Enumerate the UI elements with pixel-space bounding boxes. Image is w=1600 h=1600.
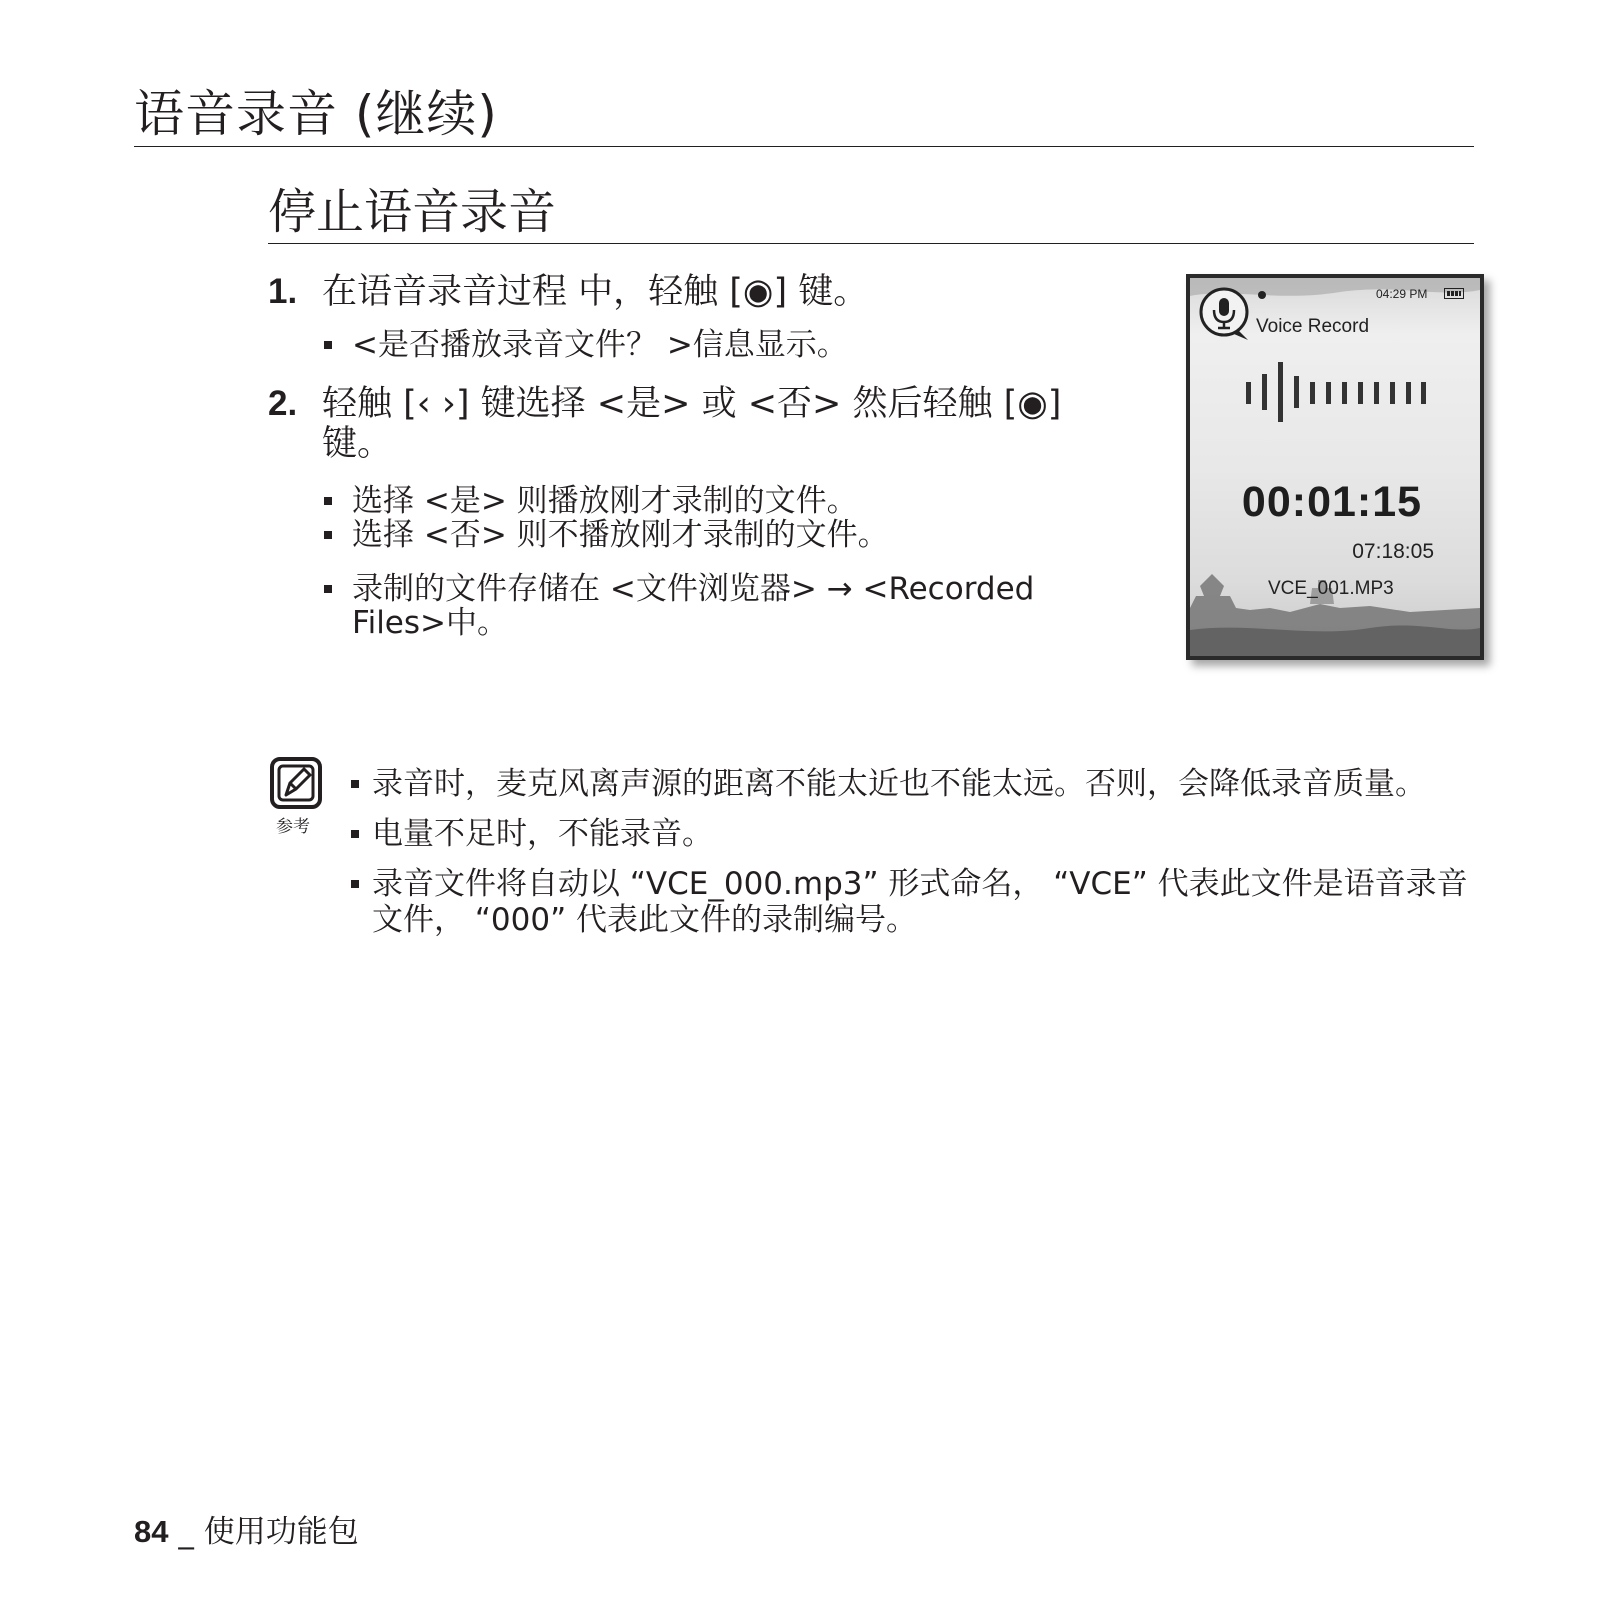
page-footer [134,1506,359,1551]
page-title: 语音录音 (继续) [134,85,498,143]
step-2 [268,384,1108,464]
section-divider [268,243,1474,244]
file-name: VCE_001.MP3 [1268,578,1394,599]
note-icon [270,757,322,809]
record-indicator [1258,291,1266,299]
mic-icon [1198,286,1256,344]
app-title: Voice Record [1256,316,1370,337]
status-clock: 04:29 PM [1376,287,1428,301]
level-meter [1246,362,1426,422]
step-2-bullets-b [322,572,1102,640]
battery-icon [1444,288,1464,299]
title-divider [134,146,1474,147]
list-item: 电量不足时，不能录音。 [350,816,1470,852]
note-list [350,766,1470,952]
device-screenshot [1186,274,1484,660]
list-item: 录音文件将自动以 “VCE_000.mp3” 形式命名， “VCE” 代表此文件是语音录音文件， “000” 代表此文件的录制编号。 [350,866,1470,938]
step-1-bullets [322,328,1102,362]
section-title: 停止语音录音 [268,184,557,240]
step-text: 轻触 [‹ ›] 键选择 <是> 或 <否> 然后轻触 [◉] 键。 [322,384,1062,464]
footer-section: _ 使用功能包 [178,1514,359,1550]
step-1 [268,272,1108,312]
step-text: 在语音录音过程 中，轻触 [◉] 键。 [322,272,869,312]
list-item: 选择 <否> 则不播放刚才录制的文件。 [322,518,1102,552]
elapsed-time: 00:01:15 [1241,478,1423,526]
note-label: 参考 [276,817,310,837]
step-2-bullets-a [322,484,1102,552]
list-item: 选择 <是> 则播放刚才录制的文件。 [322,484,1102,518]
list-item: 录制的文件存储在 <文件浏览器> → <Recorded Files>中。 [322,572,1102,640]
step-number: 2. [268,384,298,423]
list-item: <是否播放录音文件？ >信息显示。 [322,328,1102,362]
page-number: 84 [134,1514,169,1549]
list-item: 录音时，麦克风离声源的距离不能太近也不能太远。否则，会降低录音质量。 [350,766,1470,802]
step-number: 1. [268,272,298,311]
remaining-time: 07:18:05 [1352,540,1434,563]
